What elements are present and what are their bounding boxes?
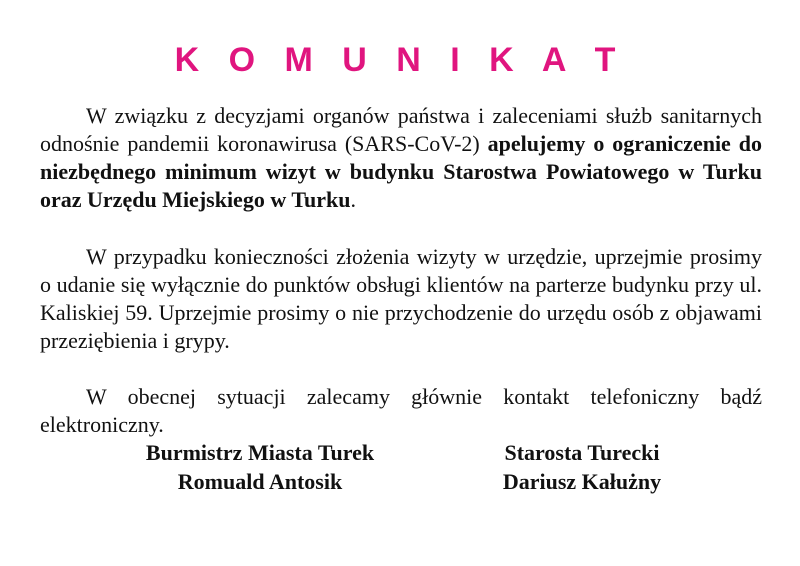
paragraph-contact-recommendation — [40, 383, 762, 439]
paragraph-appeal-text: W związku z decyzjami organów państwa i zaleceniami służb sanitarnych odnośnie pandemii koronawirusa (SARS-CoV-2) — [40, 103, 762, 156]
paragraph-visit-instructions — [40, 243, 762, 355]
paragraph-appeal-bold-text: apelujemy o ograniczenie do niezbędnego minimum wizyt w budynku Starostwa Powiatowego w Turku oraz Urzędu Miejskiego w Turku — [40, 131, 762, 212]
paragraph-contact-text: W obecnej sytuacji zalecamy głównie kontakt telefoniczny bądź elektroniczny. — [40, 384, 762, 437]
signature-starost-role: Starosta Turecki — [504, 440, 660, 465]
paragraph-visit-text: W przypadku konieczności złożenia wizyty w urzędzie, uprzejmie prosimy o udanie się wyłącznie do punktów obsługi klientów na parterze budynku przy ul. Kaliskiej 59. Uprzejmie prosimy o nie przychodzenie do urzędu osób z objawami przeziębienia i grypy. — [40, 244, 762, 353]
signature-starost-name: Dariusz Kałużny — [502, 469, 662, 494]
signature-starost — [462, 438, 702, 496]
signature-mayor-name: Romuald Antosik — [177, 469, 343, 494]
paragraph-appeal-end: . — [350, 187, 356, 212]
paragraph-appeal — [40, 102, 762, 214]
announcement-title: K O M U N I K A T — [174, 41, 626, 79]
signature-mayor-role: Burmistrz Miasta Turek — [145, 440, 375, 465]
signature-mayor — [110, 438, 410, 496]
